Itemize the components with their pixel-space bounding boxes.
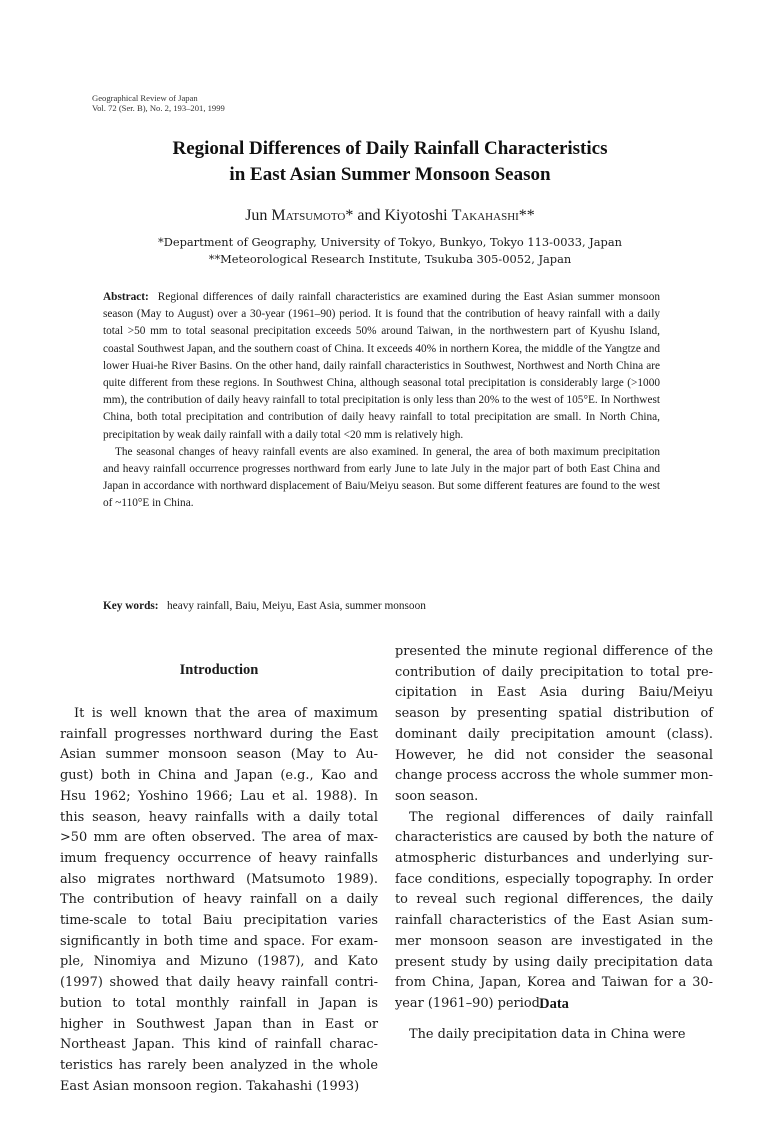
author-connector: and [353, 207, 385, 224]
data-paragraph-1: The daily precipitation data in China were [409, 1027, 686, 1042]
data-column [395, 1025, 713, 1046]
intro-paragraph-1-continued: presented the minute regional difference of the contribution of daily precipitation to total pre-cipitation in East Asia during Baiu/Meiyu season by presenting spatial distribution of dominant daily precipitation amount (class). However, he did not consider the seasonal change process accross the whole summer mon-soon season. [395, 644, 713, 804]
author-1-family: Matsumoto [271, 207, 346, 224]
author-line [60, 206, 720, 226]
paper-title [60, 136, 720, 188]
introduction-heading: Introduction [179, 662, 259, 678]
left-column [60, 704, 378, 1097]
journal-name: Geographical Review of Japan [92, 93, 198, 103]
title-line-1: Regional Differences of Daily Rainfall Characteristics [172, 138, 608, 159]
keywords-label: Key words: [103, 600, 159, 612]
affiliation-1: *Department of Geography, University of Tokyo, Bunkyo, Tokyo 113-0033, Japan [158, 235, 622, 249]
keywords-text: heavy rainfall, Baiu, Meiyu, East Asia, summer monsoon [167, 600, 426, 612]
abstract-text-1: Regional differences of daily rainfall characteristics are examined during the East Asian summer monsoon season (May to August) over a 30-year (1961–90) period. It is found that the contribution of heavy rainfall with a daily total >50 mm to total seasonal precipitation exceeds 50% around Taiwan, in the northwestern part of Kyushu Island, coastal Southwest Japan, and the southern coast of China. It exceeds 40% in northern Korea, the middle of the Yangtze and lower Huai-he River Basins. On the other hand, daily rainfall characteristics in Southwest, Northwest and North China are quite different from these regions. In Southwest China, although seasonal total precipitation is considerably large (>1000 mm), the contribution of daily heavy rainfall to total precipitation is only less than 20% to the west of 105°E. In Northwest China, both total precipitation and contribution of daily heavy rainfall to total precipitation are small. In North China, precipitation by weak daily rainfall with a daily total <20 mm is relatively high. [103, 291, 660, 441]
author-2-mark: ** [518, 207, 535, 224]
author-2-given: Kiyotoshi [384, 207, 452, 224]
affiliation-2: **Meteorological Research Institute, Tsukuba 305-0052, Japan [208, 252, 572, 266]
abstract-label: Abstract: [103, 291, 149, 303]
right-column [395, 642, 713, 1015]
abstract-paragraph-2: The seasonal changes of heavy rainfall events are also examined. In general, the area of both maximum precipitation and heavy rainfall occurrence progresses northward from early June to late July in the major part of both East China and Japan in accordance with northward displacement of Baiu/Meiyu season. But some different features are found to the west of ~110°E in China. [103, 445, 660, 510]
journal-volume: Vol. 72 (Ser. B), No. 2, 193–201, 1999 [92, 103, 225, 113]
abstract-paragraph-1 [103, 289, 660, 444]
data-heading: Data [539, 996, 569, 1012]
intro-paragraph-1: It is well known that the area of maximum rainfall progresses northward during the East Asian summer monsoon season (May to Au-gust) both in China and Japan (e.g., Kao and Hsu 1962; Yoshino 1966; Lau et al. 1988). In this season, heavy rainfalls with a daily total >50 mm are often observed. The area of max-imum frequency occurrence of heavy rainfalls also migrates northward (Matsumoto 1989). The contribution of heavy rainfall on a daily time-scale to total Baiu precipitation varies significantly in both time and space. For exam-ple, Ninomiya and Mizuno (1987), and Kato (1997) showed that daily heavy rainfall contri-bution to total monthly rainfall in Japan is higher in Southwest Japan than in East or Northeast Japan. This kind of rainfall charac-teristics has rarely been analyzed in the whole East Asian monsoon region. Takahashi (1993) [60, 706, 378, 1094]
author-1-given: Jun [245, 207, 272, 224]
author-1-mark: * [345, 207, 354, 224]
keywords [103, 598, 663, 615]
affiliations [60, 234, 720, 268]
title-line-2: in East Asian Summer Monsoon Season [229, 164, 551, 185]
journal-citation [92, 93, 225, 113]
abstract [103, 289, 660, 513]
author-2-family: Takahashi [451, 207, 519, 224]
intro-paragraph-2: The regional differences of daily rainfall characteristics are caused by both the nature of atmospheric disturbances and underlying sur-face conditions, especially topography. In order to reveal such regional differences, the daily rainfall characteristics of the East Asian sum-mer monsoon season are investigated in the present study by using daily precipitation data from China, Japan, Korea and Taiwan for a 30-year (1961–90) period. [395, 809, 713, 1011]
